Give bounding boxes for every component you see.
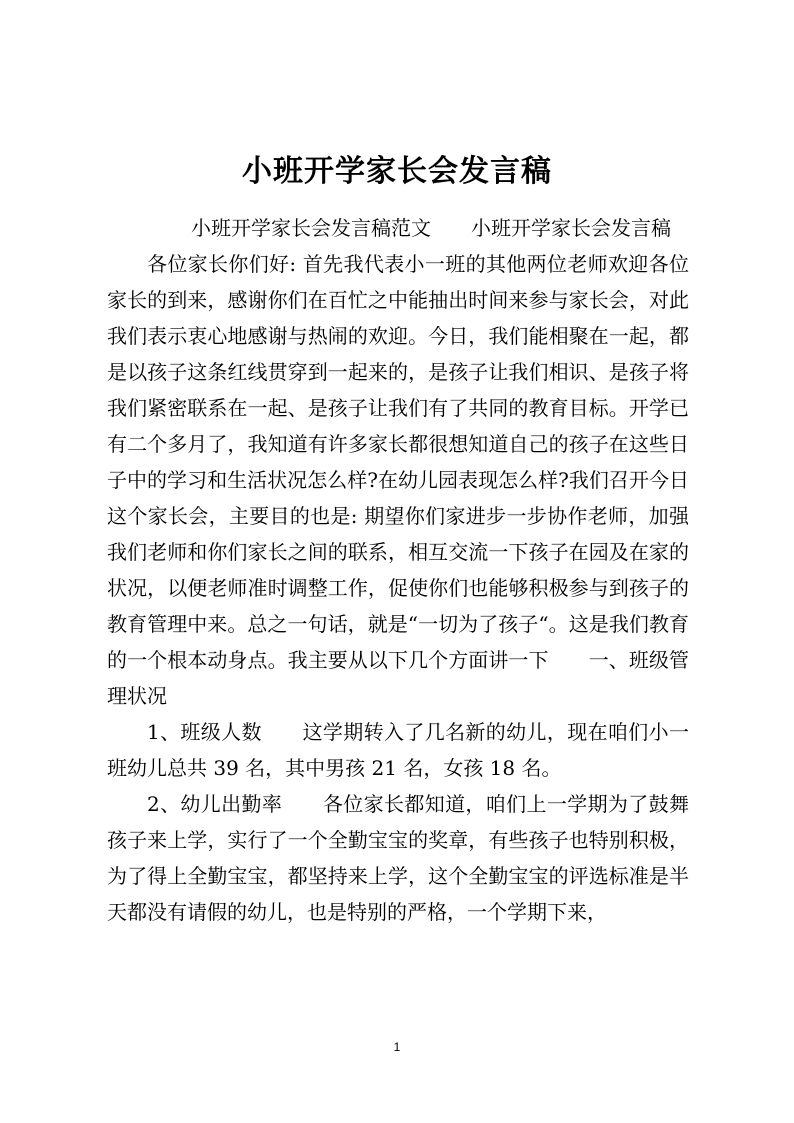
document-body bbox=[107, 210, 689, 930]
attendance-paragraph: 2、幼儿出勤率 各位家长都知道，咱们上一学期为了鼓舞孩子来上学，实行了一个全勤宝宝的奖章，有些孩子也特别积极，为了得上全勤宝宝，都坚持来上学，这个全勤宝宝的评选标准是半天都没有请假的幼儿，也是特别的严格，一个学期下来， bbox=[107, 792, 689, 924]
greeting-paragraph: 各位家长你们好: 首先我代表小一班的其他两位老师欢迎各位家长的到来，感谢你们在百忙之中能抽出时间来参与家长会，对此我们表示衷心地感谢与热闹的欢迎。今日，我们能相聚在一起，都是以孩子这条红线贯穿到一起来的，是孩子让我们相识、是孩子将我们紧密联系在一起、是孩子让我们有了共同的教育目标。开学已有二个多月了，我知道有许多家长都很想知道自己的孩子在这些日子中的学习和生活状况怎么样?在幼儿园表现怎么样?我们召开今日这个家长会，主要目的也是: 期望你们家进步一步协作老师，加强我们老师和你们家长之间的联系，相互交流一下孩子在园及在家的状况，以便老师准时调整工作，促使你们也能够积极参与到孩子的教育管理中来。总之一句话，就是“一切为了孩子“。这是我们教育的一个根本动身点。我主要从以下几个方面讲一下 一、班级管理状况 bbox=[107, 252, 689, 708]
subtitle-paragraph: 小班开学家长会发言稿范文 小班开学家长会发言稿 bbox=[191, 216, 671, 240]
document-title: 小班开学家长会发言稿 bbox=[242, 154, 552, 189]
page-number: 1 bbox=[393, 1040, 401, 1054]
class-size-paragraph: 1、班级人数 这学期转入了几名新的幼儿，现在咱们小一班幼儿总共 39 名，其中男孩 21 名，女孩 18 名。 bbox=[107, 720, 689, 780]
